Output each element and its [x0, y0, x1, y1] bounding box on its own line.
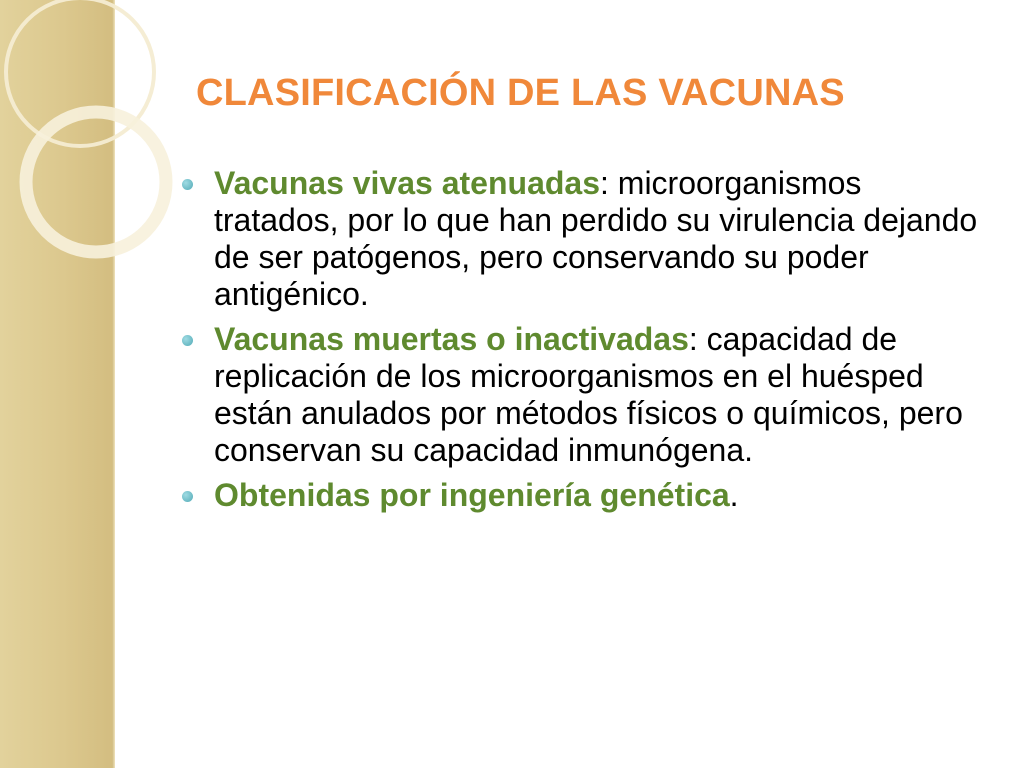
- bullet-text: capacidad de replicación de los microorganismos en el huésped están anulados por métodos físicos o químicos, pero conservan su capacidad inmunógena.: [214, 321, 963, 468]
- decor-circle-bottom: [26, 112, 166, 252]
- bullet-term: Obtenidas por ingeniería genética: [214, 477, 730, 513]
- bullet-item: [182, 321, 992, 469]
- bullet-list: [182, 165, 992, 522]
- slide-title: CLASIFICACIÓN DE LAS VACUNAS: [196, 72, 845, 114]
- bullet-item: [182, 165, 992, 313]
- bullet-text: microorganismos tratados, por lo que han perdido su virulencia dejando de ser patógenos, pero conservando su poder antigénico.: [214, 165, 978, 312]
- bullet-punct: .: [729, 477, 739, 513]
- bullet-term: Vacunas vivas atenuadas: [214, 165, 600, 201]
- bullet-dot-icon: [182, 179, 193, 190]
- bullet-punct: :: [600, 165, 609, 201]
- bullet-item: [182, 477, 992, 514]
- bullet-term: Vacunas muertas o inactivadas: [214, 321, 689, 357]
- bullet-dot-icon: [182, 491, 193, 502]
- bullet-dot-icon: [182, 335, 193, 346]
- bullet-punct: :: [688, 321, 698, 357]
